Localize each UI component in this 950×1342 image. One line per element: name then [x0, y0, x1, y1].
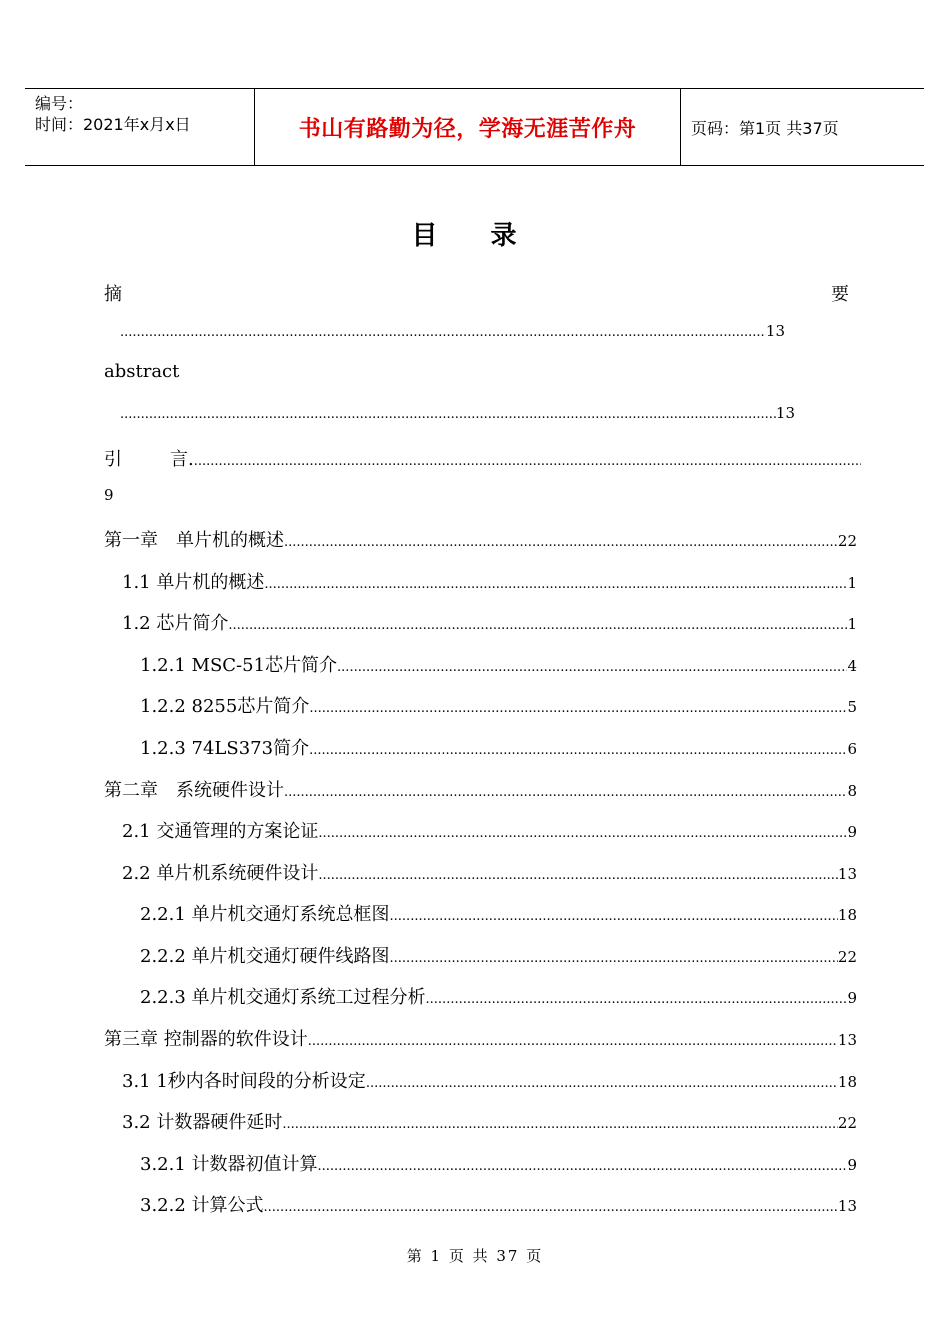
toc-page-number: 22 [837, 948, 857, 966]
toc-entry-label: 1.2.3 74LS373简介 [140, 738, 310, 759]
page-footer: 第 1 页 共 37 页 [406, 1247, 544, 1265]
document-time: 时间：2021年x月x日 [35, 115, 191, 134]
toc-leader-dots [318, 826, 847, 841]
toc-page-number: 9 [847, 823, 857, 841]
toc-page-number: 9 [104, 486, 114, 504]
toc-entry[interactable] [122, 1108, 857, 1134]
toc-page-number: 1 [847, 615, 857, 633]
toc-entry-label: 1.2.2 8255芯片简介 [140, 696, 310, 717]
toc-entry-label: 2.2.2 单片机交通灯硬件线路图 [140, 946, 390, 967]
toc-entry[interactable] [140, 942, 857, 968]
toc-entry-label: 1.1 单片机的概述 [122, 572, 265, 593]
toc-intro[interactable] [104, 445, 861, 471]
page-header [25, 88, 924, 166]
toc-page-number: 13 [837, 865, 857, 883]
document-number-label: 编号： [35, 94, 84, 113]
toc-entry-label: 第三章 控制器的软件设计 [104, 1029, 308, 1050]
toc-entry[interactable] [140, 983, 857, 1009]
toc-entry-label: 1.2 芯片简介 [122, 613, 229, 634]
toc-entry[interactable] [140, 1191, 857, 1217]
toc-entry[interactable] [122, 1067, 857, 1093]
toc-entry[interactable] [104, 776, 857, 802]
toc-entry[interactable] [122, 609, 857, 635]
toc-leader-dots [264, 1200, 838, 1215]
toc-leader-dots [366, 1076, 838, 1091]
toc-entry[interactable] [122, 859, 857, 885]
toc-leader-dots [228, 618, 847, 633]
toc-page-number: 22 [837, 1114, 857, 1132]
header-meta [25, 89, 255, 165]
toc-page-number: 1 [847, 574, 857, 592]
toc-entry-label: 3.2 计数器硬件延时 [122, 1112, 283, 1133]
toc-page-number: 13 [837, 1031, 857, 1049]
toc-leader-dots [318, 1159, 848, 1174]
toc-intro-page-line [104, 486, 114, 504]
toc-abstract-en-heading[interactable] [104, 361, 179, 382]
toc-entry[interactable] [104, 526, 857, 552]
toc-page-number: 6 [847, 740, 857, 758]
toc-leader-dots [194, 454, 861, 469]
toc-leader-dots [284, 535, 838, 550]
toc-leader-dots [309, 701, 847, 716]
toc-entry-label: 3.1 1秒内各时间段的分析设定 [122, 1071, 366, 1092]
toc-abstract-cn-leader[interactable] [120, 322, 785, 340]
toc-entry[interactable] [122, 568, 857, 594]
toc-abstract-en-label: abstract [104, 361, 180, 382]
toc-entry-label: 第一章 单片机的概述 [104, 530, 284, 551]
toc-entry-label: 2.2 单片机系统硬件设计 [122, 863, 319, 884]
toc-page-number: 4 [847, 657, 857, 675]
toc-abstract-cn-left: 摘 [104, 284, 122, 305]
toc-entry[interactable] [140, 900, 857, 926]
header-page-info: 页码：第1页 共37页 [691, 118, 839, 138]
toc-page-number: 13 [775, 404, 795, 422]
toc-entry-label: 2.2.1 单片机交通灯系统总框图 [140, 904, 390, 925]
toc-entry-label: 第二章 系统硬件设计 [104, 780, 284, 801]
toc-page-number: 9 [847, 989, 857, 1007]
toc-entry[interactable] [140, 651, 857, 677]
toc-page-number: 8 [847, 782, 857, 800]
toc-leader-dots [284, 785, 847, 800]
toc-entry[interactable] [140, 1150, 857, 1176]
toc-leader-dots [120, 325, 766, 340]
toc-entry-label: 2.2.3 单片机交通灯系统工过程分析 [140, 987, 426, 1008]
toc-leader-dots [337, 660, 847, 675]
toc-leader-dots [426, 992, 848, 1007]
toc-abstract-cn-heading[interactable] [104, 280, 849, 306]
toc-entry-label: 1.2.1 MSC-51芯片简介 [140, 655, 338, 676]
toc-leader-dots [390, 951, 838, 966]
toc-page-number: 9 [847, 1156, 857, 1174]
toc-entry[interactable] [140, 734, 857, 760]
toc-leader-dots [264, 577, 847, 592]
toc-leader-dots [308, 1034, 838, 1049]
toc-page-number: 22 [837, 532, 857, 550]
toc-entry-label: 3.2.2 计算公式 [140, 1195, 264, 1216]
toc-page-number: 13 [837, 1197, 857, 1215]
toc-entry[interactable] [104, 1025, 857, 1051]
header-motto: 书山有路勤为径，学海无涯苦作舟 [255, 89, 681, 165]
toc-page-number: 13 [765, 322, 785, 340]
toc-abstract-en-leader[interactable] [120, 404, 795, 422]
toc-abstract-cn-right: 要 [831, 284, 849, 305]
toc-leader-dots [282, 1117, 838, 1132]
toc-entry-label: 2.1 交通管理的方案论证 [122, 821, 319, 842]
toc-entry-label: 3.2.1 计数器初值计算 [140, 1154, 318, 1175]
toc-intro-left: 引 [104, 449, 122, 470]
toc-intro-right: 言. [170, 449, 194, 470]
toc-page-number: 18 [837, 906, 857, 924]
toc-leader-dots [309, 743, 847, 758]
toc-page-number: 18 [837, 1073, 857, 1091]
toc-leader-dots [390, 909, 838, 924]
toc-page-number: 5 [847, 698, 857, 716]
toc-entry[interactable] [122, 817, 857, 843]
toc-leader-dots [120, 407, 776, 422]
toc-entry[interactable] [140, 692, 857, 718]
page-title: 目 录 [411, 221, 539, 251]
toc-leader-dots [318, 868, 838, 883]
